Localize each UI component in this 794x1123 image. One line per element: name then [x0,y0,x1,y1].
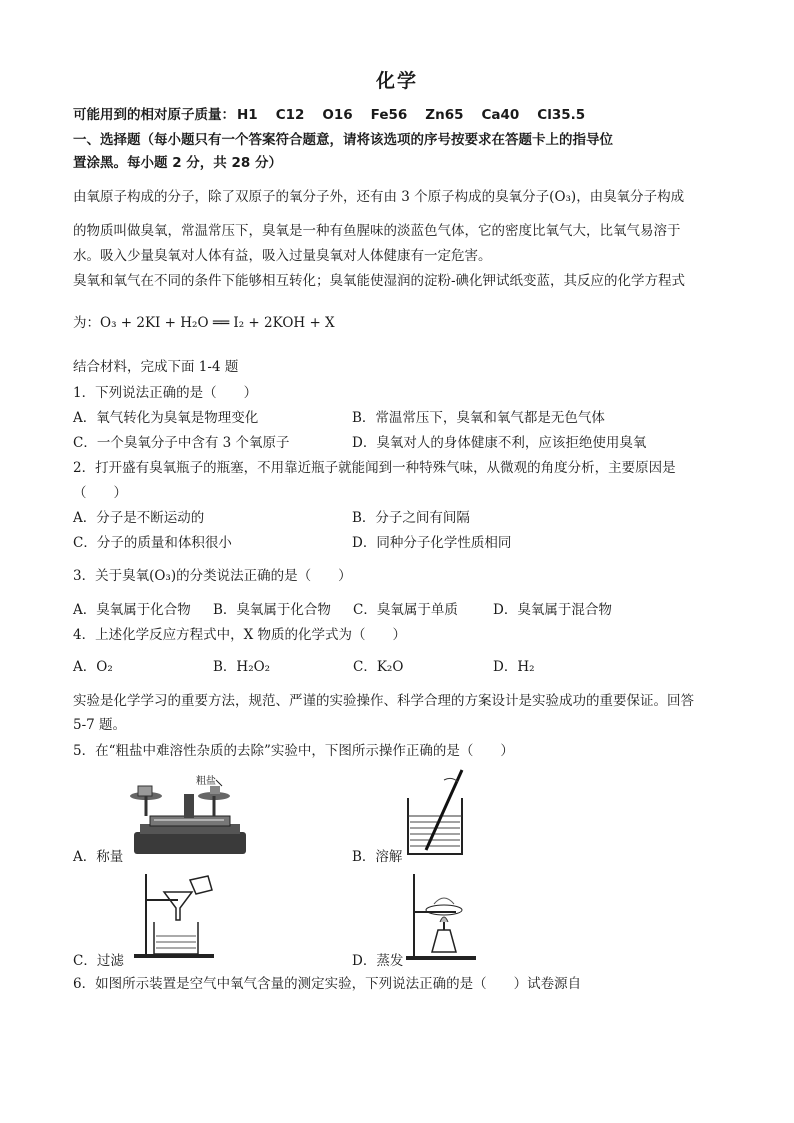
q3-option-a: A．臭氧属于化合物 [73,602,191,618]
q4-option-b: B．H₂O₂ [213,659,271,675]
text-run: ，由臭氧分子构成 [576,189,685,205]
mass-item: C12 [275,107,305,123]
q6-stem: 6．如图所示装置是空气中氧气含量的测定实验，下列说法正确的是（ ）试卷源自 [73,976,582,992]
text-run: 由氧原子构成的分子，除了双原子的氧分子外，还有由 3 个原子构成的臭氧分子 [73,189,550,205]
q1-option-a: A．氧气转化为臭氧是物理变化 [73,410,259,426]
material-paragraph-1-line3: 水。吸入少量臭氧对人体有益，吸入过量臭氧对人体健康有一定危害。 [73,248,492,264]
section-heading: 一、选择题（每小题只有一个答案符合题意，请将该选项的序号按要求在答题卡上的指导位 [73,132,613,148]
evaporation-figure [404,872,484,962]
q3-option-d: D．臭氧属于混合物 [493,602,612,618]
filtration-figure [126,870,236,960]
q4-option-a: A．O₂ [73,659,113,675]
q1-stem: 1．下列说法正确的是（ ） [73,385,258,401]
q2-option-b: B．分子之间有间隔 [352,510,470,526]
mass-item: Zn65 [425,107,464,123]
q1-option-d: D．臭氧对人的身体健康不利，应该拒绝使用臭氧 [352,435,647,451]
q3-option-c: C．臭氧属于单质 [353,602,458,618]
q4-options [73,658,633,676]
q3-option-b: B．臭氧属于化合物 [213,602,331,618]
q1-option-c: C．一个臭氧分子中含有 3 个氧原子 [73,435,290,451]
q2-stem-blank: （ ） [73,485,127,501]
q5-option-c: C．过滤 [73,953,124,969]
dissolving-beaker-figure [400,768,480,858]
mass-item: Cl35.5 [537,107,586,123]
mass-item: H1 [237,107,258,123]
material-paragraph-1-line2: 的物质叫做臭氧，常温常压下，臭氧是一种有鱼腥味的淡蓝色气体，它的密度比氧气大，比氧气易溶于 [73,223,681,239]
instruction-1-4: 结合材料，完成下面 1-4 题 [73,359,239,375]
fig-label-crude-salt: 粗盐 [196,776,216,787]
mass-item: Fe56 [370,107,408,123]
instruction-5-7-cont: 5-7 题。 [73,717,127,733]
ozone-formula: (O₃) [549,189,577,205]
equation-prefix: 为： [73,315,100,331]
mass-item: O16 [322,107,353,123]
q4-option-d: D．H₂ [493,659,535,675]
material-paragraph-1 [73,188,684,206]
q2-option-a: A．分子是不断运动的 [73,510,205,526]
section-heading-cont: 置涂黑。每小题 2 分，共 28 分） [73,155,282,171]
q3-options [73,601,633,619]
q4-option-c: C．K₂O [353,659,404,675]
atomic-mass-line [73,106,603,124]
q5-option-b: B．溶解 [352,849,403,865]
q1-option-b: B．常温常压下，臭氧和氧气都是无色气体 [352,410,605,426]
instruction-5-7: 实验是化学学习的重要方法，规范、严谨的实验操作、科学合理的方案设计是实验成功的重要保证。回答 [73,693,694,709]
q5-stem: 5．在“粗盐中难溶性杂质的去除”实验中，下图所示操作正确的是（ ） [73,743,514,759]
chemical-equation: O₃ + 2KI + H₂O ══ I₂ + 2KOH + X [100,315,335,331]
balance-weighing-figure [124,770,254,860]
q2-option-d: D．同种分子化学性质相同 [352,535,512,551]
atomic-mass-label: 可能用到的相对原子质量： [73,107,235,123]
q5-option-d: D．蒸发 [352,953,404,969]
q3-stem: 3．关于臭氧(O₃)的分类说法正确的是（ ） [73,568,352,584]
material-paragraph-2: 臭氧和氧气在不同的条件下能够相互转化；臭氧能使湿润的淀粉-碘化钾试纸变蓝，其反应的化学方程式 [73,273,686,289]
q2-stem: 2．打开盛有臭氧瓶子的瓶塞，不用靠近瓶子就能闻到一种特殊气味，从微观的角度分析，主要原因是 [73,460,676,476]
equation-line [73,314,335,332]
q5-option-a: A．称量 [73,849,124,865]
mass-item: Ca40 [481,107,520,123]
q4-stem: 4．上述化学反应方程式中，X 物质的化学式为（ ） [73,627,406,643]
q2-option-c: C．分子的质量和体积很小 [73,535,232,551]
page-title: 化学 [375,70,418,92]
